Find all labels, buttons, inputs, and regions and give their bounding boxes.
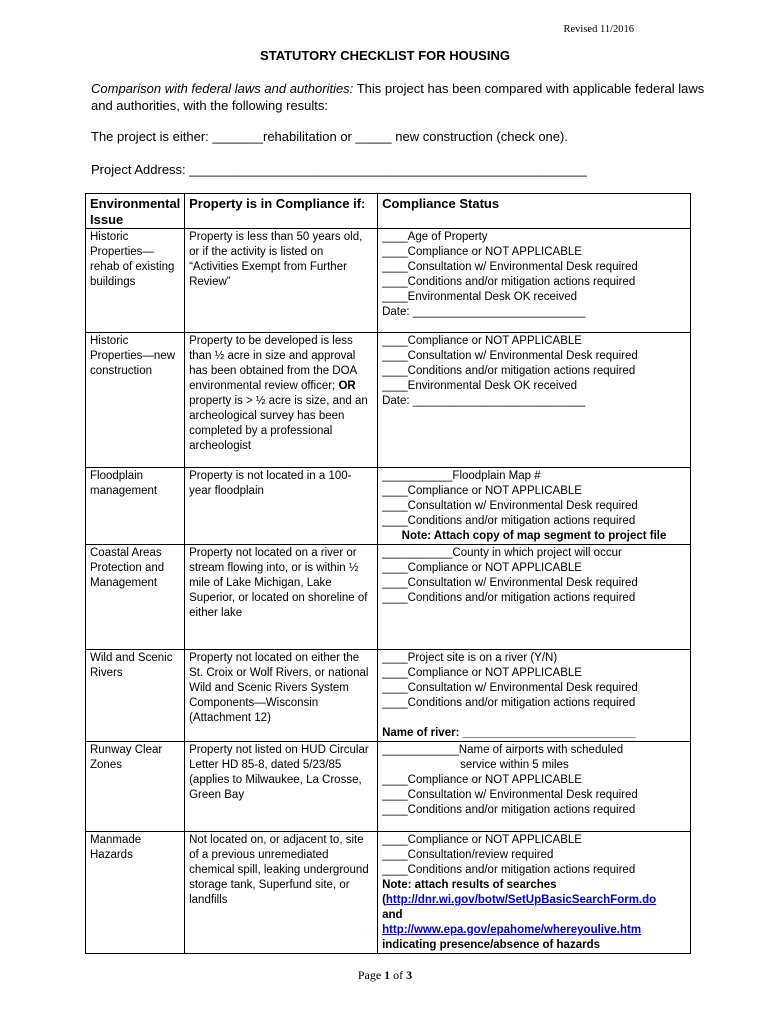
- page-label: Page: [357, 968, 385, 982]
- header-environmental-issue: Environmental Issue: [86, 194, 185, 229]
- status-line: ____Consultation w/ Environmental Desk required: [382, 500, 638, 512]
- issue-cell: Historic Properties—rehab of existing buildings: [86, 229, 185, 333]
- status-line: ____Compliance or NOT APPLICABLE: [382, 667, 582, 679]
- table-row: [86, 650, 691, 742]
- intro-text: This project has been compared with applicable federal laws and authorities, with the following results:: [91, 81, 705, 113]
- table-row: [86, 832, 691, 954]
- date-line: Date: ___________________________: [382, 306, 586, 318]
- status-line: ____Conditions and/or mitigation actions required: [382, 804, 636, 816]
- issue-cell: Wild and Scenic Rivers: [86, 650, 185, 742]
- header-compliance-if: Property is in Compliance if:: [185, 194, 378, 229]
- condition-cell: [185, 333, 378, 468]
- condition-cell: Property is not located in a 100-year floodplain: [185, 468, 378, 545]
- issue-cell: Coastal Areas Protection and Management: [86, 545, 185, 650]
- status-line: ____Consultation w/ Environmental Desk required: [382, 261, 638, 273]
- status-line: ____Project site is on a river (Y/N): [382, 652, 558, 664]
- status-line: ____Compliance or NOT APPLICABLE: [382, 774, 582, 786]
- and-text: and: [382, 909, 403, 921]
- page-total: 3: [406, 968, 413, 982]
- table-row: [86, 742, 691, 832]
- status-line: ____Consultation w/ Environmental Desk required: [382, 577, 638, 589]
- condition-cell: Property not located on a river or stream flowing into, or is within ½ mile of Lake Michigan, Lake Superior, or located on shoreline of either lake: [185, 545, 378, 650]
- link-line: [382, 893, 686, 908]
- date-line: Date: ___________________________: [382, 395, 586, 407]
- condition-text-rest: property is > ½ acre is size, and an archeological survey has been completed by a professional archeologist: [189, 395, 368, 452]
- page-footer: [0, 968, 770, 983]
- status-line: ___________County in which project will occur: [382, 547, 622, 559]
- status-line: ____Compliance or NOT APPLICABLE: [382, 485, 582, 497]
- intro-italic: Comparison with federal laws and authorities:: [91, 81, 354, 96]
- issue-cell: Runway Clear Zones: [86, 742, 185, 832]
- table-row: [86, 468, 691, 545]
- status-cell: [378, 468, 691, 545]
- issue-cell: Floodplain management: [86, 468, 185, 545]
- status-line: ____Consultation/review required: [382, 849, 554, 861]
- checklist-table: [85, 193, 691, 954]
- status-line: ____Conditions and/or mitigation actions required: [382, 276, 636, 288]
- issue-cell: Historic Properties—new construction: [86, 333, 185, 468]
- status-cell: [378, 333, 691, 468]
- status-line: ____Compliance or NOT APPLICABLE: [382, 834, 582, 846]
- revised-date: Revised 11/2016: [563, 24, 634, 35]
- header-compliance-status: Compliance Status: [378, 194, 691, 229]
- status-line: ____Age of Property: [382, 231, 488, 243]
- status-line: ____Compliance or NOT APPLICABLE: [382, 246, 582, 258]
- paren-open: (: [382, 894, 386, 906]
- issue-cell: Manmade Hazards: [86, 832, 185, 954]
- status-cell: [378, 229, 691, 333]
- status-line: ____Consultation w/ Environmental Desk required: [382, 789, 638, 801]
- floodplain-note: Note: Attach copy of map segment to project file: [401, 530, 667, 542]
- status-line: ____Conditions and/or mitigation actions required: [382, 864, 636, 876]
- status-line: ___________Floodplain Map #: [382, 470, 541, 482]
- status-line-indent: service within 5 miles: [460, 759, 569, 771]
- status-line: ____Consultation w/ Environmental Desk required: [382, 350, 638, 362]
- condition-cell: Property not located on either the St. Croix or Wolf Rivers, or national Wild and Scenic Rivers System Components—Wisconsin (Attachment 12): [185, 650, 378, 742]
- epa-link[interactable]: http://www.epa.gov/epahome/whereyoulive.htm: [382, 924, 642, 936]
- page-current: 1: [384, 968, 391, 982]
- table-header-row: [86, 194, 691, 229]
- status-line: ____________Name of airports with scheduled: [382, 744, 624, 756]
- status-line: ____Conditions and/or mitigation actions required: [382, 365, 636, 377]
- table-row: [86, 229, 691, 333]
- document-title: STATUTORY CHECKLIST FOR HOUSING: [260, 48, 510, 63]
- table-row: [86, 333, 691, 468]
- spacer: [382, 711, 686, 726]
- status-cell: [378, 650, 691, 742]
- status-line: ____Environmental Desk OK received: [382, 291, 578, 303]
- condition-cell: Property is less than 50 years old, or if the activity is listed on “Activities Exempt from Further Review”: [185, 229, 378, 333]
- status-line: ____Conditions and/or mitigation actions required: [382, 592, 636, 604]
- project-type-line: The project is either: _______rehabilitation or _____ new construction (check one).: [91, 129, 568, 144]
- status-cell: [378, 742, 691, 832]
- status-line: ____Conditions and/or mitigation actions required: [382, 697, 636, 709]
- status-line: ____Environmental Desk OK received: [382, 380, 578, 392]
- condition-or: OR: [338, 380, 356, 392]
- condition-text: Property to be developed is less than ½ acre in size and approval has been obtained from the DOA environmental review officer;: [189, 335, 357, 392]
- status-line: ____Consultation w/ Environmental Desk required: [382, 682, 638, 694]
- status-line: ____Conditions and/or mitigation actions required: [382, 515, 636, 527]
- status-line: ____Compliance or NOT APPLICABLE: [382, 562, 582, 574]
- table-row: [86, 545, 691, 650]
- project-address-line: Project Address: _______________________________________________________: [91, 162, 587, 177]
- status-cell: [378, 832, 691, 954]
- page-of: of: [390, 968, 407, 982]
- condition-cell: Not located on, or adjacent to, site of a previous unremediated chemical spill, leaking underground storage tank, Superfund site, or landfills: [185, 832, 378, 954]
- hazards-note: Note: attach results of searches: [382, 879, 557, 891]
- status-line: ____Compliance or NOT APPLICABLE: [382, 335, 582, 347]
- condition-cell: Property not listed on HUD Circular Letter HD 85-8, dated 5/23/85 (applies to Milwaukee, La Crosse, Green Bay: [185, 742, 378, 832]
- river-name-line: Name of river: ___________________________: [382, 727, 636, 739]
- status-cell: [378, 545, 691, 650]
- dnr-search-link[interactable]: http://dnr.wi.gov/botw/SetUpBasicSearchForm.do: [385, 894, 657, 906]
- intro-paragraph: [91, 80, 721, 114]
- hazards-note-end: indicating presence/absence of hazards: [382, 939, 600, 951]
